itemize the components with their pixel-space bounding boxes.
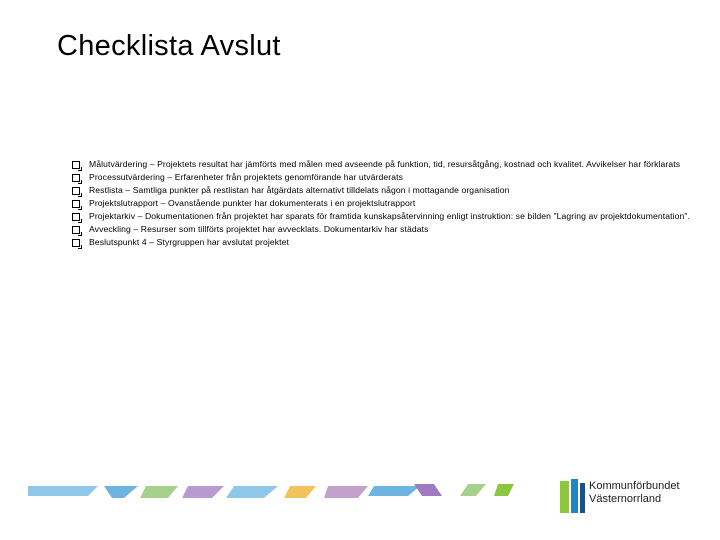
checkbox-icon xyxy=(72,200,80,208)
list-item xyxy=(72,225,702,235)
stripe-shape xyxy=(284,486,316,498)
list-item-text: Målutvärdering – Projektets resultat har jämförts med målen med avseende på funktion, tid, resursåtgång, kostnad och kvalitet. Avvikelser har förklarats xyxy=(89,159,681,169)
logo-mark-icon xyxy=(560,479,586,513)
checklist xyxy=(72,160,702,251)
list-item xyxy=(72,212,702,222)
list-item xyxy=(72,199,702,209)
stripe-shape xyxy=(104,486,138,498)
list-item-text: Processutvärdering – Erfarenheter från projektets genomförande har utvärderats xyxy=(89,171,403,182)
list-item xyxy=(72,238,702,248)
checkbox-icon xyxy=(72,213,80,221)
stripe-shape xyxy=(182,486,224,498)
list-item xyxy=(72,160,702,170)
decorative-stripes xyxy=(28,478,548,500)
logo-line-2: Västernorrland xyxy=(589,493,662,505)
logo-text xyxy=(589,480,680,506)
checkbox-icon xyxy=(72,239,80,247)
stripe-shape xyxy=(460,484,486,496)
checkbox-icon xyxy=(72,174,80,182)
list-item-text: Projektslutrapport – Ovanstående punkter har dokumenterats i en projektslutrapport xyxy=(89,197,416,208)
checkbox-icon xyxy=(72,187,80,195)
slide-title: Checklista Avslut xyxy=(57,30,281,62)
logo-line-1: Kommunförbundet xyxy=(589,480,680,492)
list-item-text: Restlista – Samtliga punkter på restlistan har åtgärdats alternativt tilldelats någon i mottagande organisation xyxy=(89,184,510,195)
stripe-shape xyxy=(414,484,442,496)
stripe-shape xyxy=(140,486,178,498)
checkbox-icon xyxy=(72,161,80,169)
stripe-shape xyxy=(494,484,514,496)
list-item-text: Projektarkiv – Dokumentationen från projektet har sparats för framtida kunskapsåtervinning enligt instruktion: se bilden "Lagring av projektdokumentation". xyxy=(89,210,691,221)
organization-logo xyxy=(560,479,710,515)
checkbox-icon xyxy=(72,226,80,234)
stripe-shape xyxy=(368,486,420,496)
list-item-text: Beslutspunkt 4 – Styrgruppen har avslutat projektet xyxy=(89,236,290,247)
stripe-shape xyxy=(28,486,98,496)
stripe-shape xyxy=(324,486,368,498)
stripe-shape xyxy=(226,486,278,498)
list-item xyxy=(72,186,702,196)
list-item xyxy=(72,173,702,183)
list-item-text: Avveckling – Resurser som tillförts projektet har avvecklats. Dokumentarkiv har städats xyxy=(89,223,429,234)
